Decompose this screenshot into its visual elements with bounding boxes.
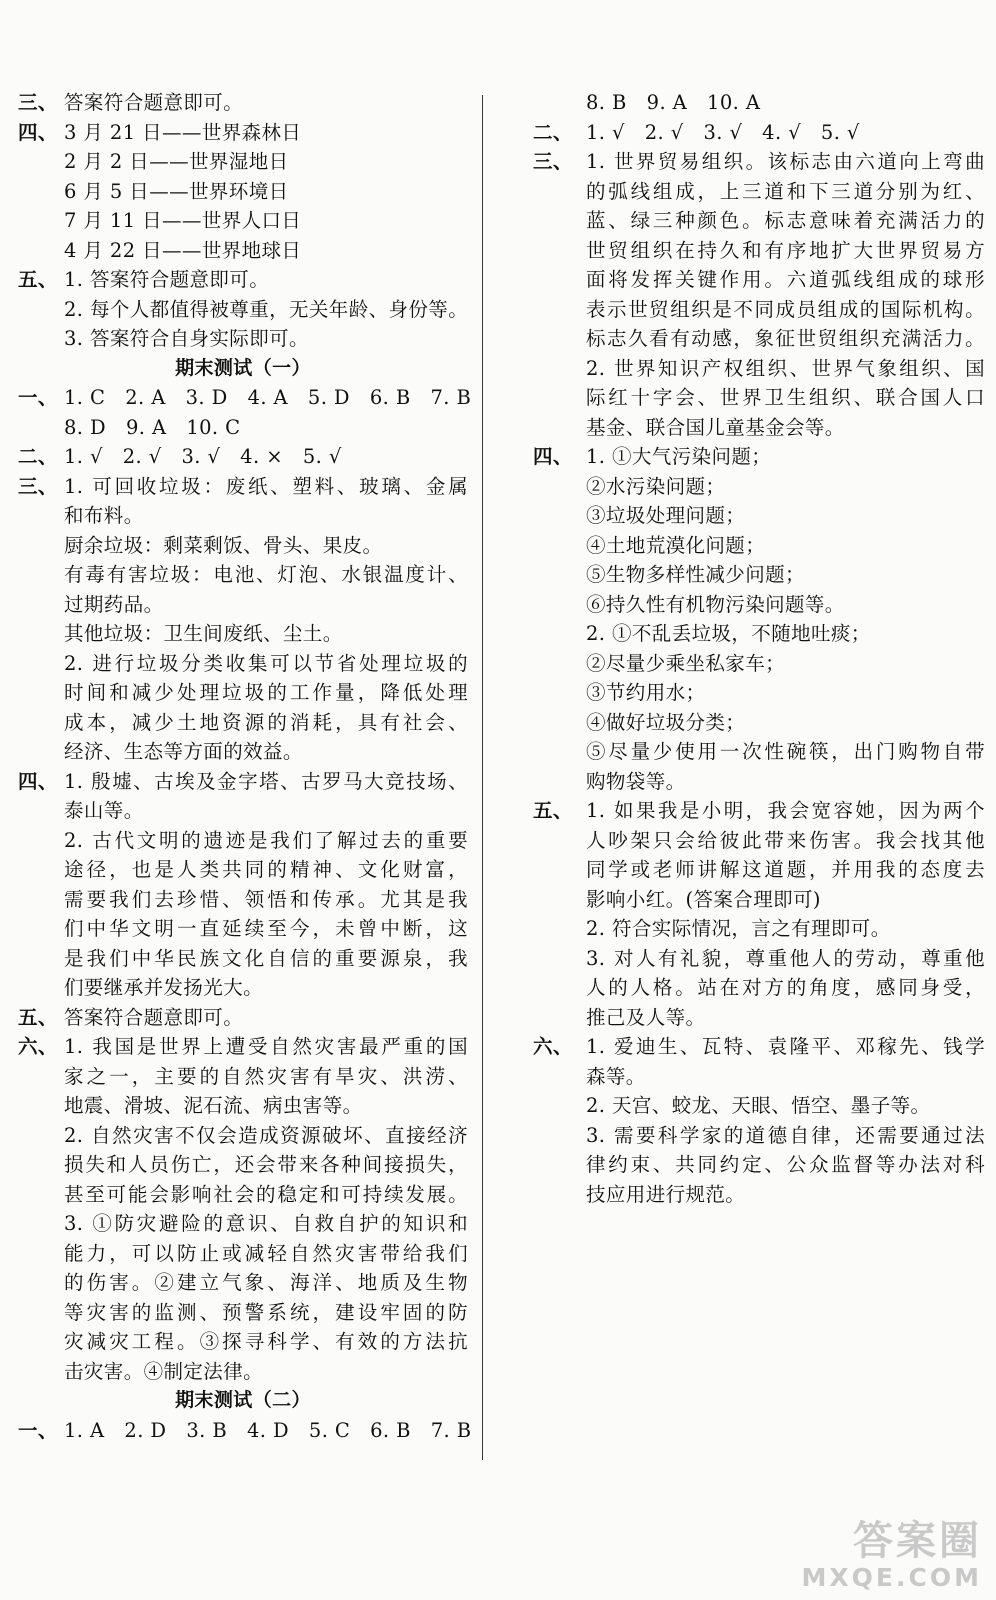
answer-text: 基金、联合国儿童基金会等。 — [586, 415, 845, 439]
question-number: 五、 — [533, 799, 573, 822]
question-number: 一、 — [18, 386, 58, 409]
answer-line — [540, 914, 985, 944]
answer-line — [18, 885, 468, 915]
answer-text: ③节约用水； — [586, 681, 706, 704]
answer-text: 同学或老师讲解这道题，并用我的态度去 — [586, 858, 985, 881]
section-heading: 期末测试（一） — [175, 356, 311, 379]
answer-line — [18, 413, 468, 443]
answer-text: 森等。 — [586, 1064, 646, 1088]
answer-line — [540, 88, 985, 118]
answer-text: 家之一，主要的自然灾害有旱灾、洪涝、 — [64, 1064, 468, 1088]
answer-text: ④土地荒漠化问题； — [586, 533, 766, 557]
answer-line — [18, 531, 468, 561]
answer-line — [18, 796, 468, 826]
question-number: 五、 — [18, 268, 58, 291]
answer-text: 成本，减少土地资源的消耗，具有社会、 — [64, 710, 468, 734]
answer-text: 1. 如果我是小明，我会宽容她，因为两个 — [586, 799, 985, 822]
answer-text: 和布料。 — [64, 504, 144, 527]
answer-text: 1. 我国是世界上遭受自然灾害最严重的国 — [64, 1035, 468, 1058]
answer-line — [533, 147, 985, 177]
answer-text: 厨余垃圾：剩菜剩饭、骨头、果皮。 — [64, 533, 383, 557]
answer-text: 7 月 11 日——世界人口日 — [64, 209, 302, 232]
answer-text: 2. 每个人都值得被尊重，无关年龄、身份等。 — [64, 297, 469, 321]
answer-text: 8. D 9. A 10. C — [64, 415, 241, 439]
answer-line — [18, 619, 468, 649]
answer-line — [18, 472, 468, 502]
answer-line — [18, 1091, 468, 1121]
answer-line — [540, 1062, 985, 1092]
answer-line — [540, 472, 985, 502]
answer-text: 1. C 2. A 3. D 4. A 5. D 6. B 7. B — [64, 386, 472, 409]
answer-line — [18, 737, 468, 767]
answer-line — [540, 737, 985, 767]
answer-line — [18, 442, 468, 472]
answer-line — [540, 413, 985, 443]
answer-line — [540, 678, 985, 708]
answer-line — [540, 1180, 985, 1210]
answer-text: 的弧线组成，上三道和下三道分别为红、 — [586, 179, 985, 203]
answer-line — [540, 1003, 985, 1033]
answer-line — [18, 855, 468, 885]
right-column — [533, 88, 985, 1209]
answer-text: 8. B 9. A 10. A — [586, 91, 761, 114]
answer-line — [18, 118, 468, 148]
answer-line — [18, 560, 468, 590]
answer-line — [18, 383, 472, 413]
answer-line — [18, 1180, 468, 1210]
answer-line — [540, 206, 985, 236]
answer-line — [18, 295, 468, 325]
answer-line — [540, 177, 985, 207]
answer-line — [18, 265, 468, 295]
answer-line — [540, 236, 985, 266]
answer-line — [540, 1121, 985, 1151]
answer-text: ②水污染问题； — [586, 474, 726, 498]
answer-line — [540, 501, 985, 531]
answer-line — [540, 619, 985, 649]
answer-text: 1. 答案符合题意即可。 — [64, 268, 270, 291]
answer-line — [540, 973, 985, 1003]
answer-line — [533, 118, 985, 148]
watermark-logo — [782, 1518, 982, 1592]
question-number: 二、 — [533, 120, 573, 144]
answer-text: 标志久看有动感，象征世贸组织充满活力。 — [586, 327, 985, 350]
answer-line — [533, 442, 985, 472]
question-number: 五、 — [18, 1005, 58, 1029]
answer-line — [540, 1091, 985, 1121]
answer-text: ③垃圾处理问题； — [586, 504, 746, 527]
answer-text: 技应用进行规范。 — [586, 1182, 746, 1206]
answer-text: 是我们中华民族文化自信的重要源泉，我 — [64, 946, 468, 970]
question-number: 三、 — [533, 150, 573, 173]
answer-line — [18, 206, 468, 236]
answer-text: 其他垃圾：卫生间废纸、尘土。 — [64, 622, 343, 645]
watermark-url: MXQE.COM — [801, 1563, 982, 1592]
answer-text: 2. 进行垃圾分类收集可以节省处理垃圾的 — [64, 651, 468, 675]
answer-text: ②尽量少乘坐私家车； — [586, 651, 786, 675]
answer-line — [18, 236, 468, 266]
answer-text: 们中华文明一直延续至今，未曾中断，这 — [64, 917, 468, 940]
answer-line — [18, 1327, 468, 1357]
answer-text: 1. 殷墟、古埃及金字塔、古罗马大竞技场、 — [64, 769, 468, 793]
answer-line — [540, 324, 985, 354]
answer-line — [18, 973, 468, 1003]
answer-line — [18, 590, 468, 620]
answer-line — [18, 1239, 468, 1269]
answer-line — [18, 649, 468, 679]
answer-text: 面将发挥关键作用。六道弧线组成的球形 — [586, 268, 985, 291]
question-number: 二、 — [18, 445, 58, 468]
answer-text: 1. 世界贸易组织。该标志由六道向上弯曲 — [586, 150, 985, 173]
question-number: 六、 — [18, 1035, 58, 1058]
answer-line — [18, 708, 468, 738]
answer-line — [540, 560, 985, 590]
column-divider — [482, 95, 483, 1460]
answer-text: 经济、生态等方面的效益。 — [64, 740, 303, 763]
answer-text: 答案符合题意即可。 — [64, 91, 244, 114]
answer-line — [540, 383, 985, 413]
answer-text: 2. 古代文明的遗迹是我们了解过去的重要 — [64, 828, 468, 852]
answer-line — [540, 708, 985, 738]
answer-text: 2 月 2 日——世界湿地日 — [64, 150, 289, 173]
answer-text: 3. 对人有礼貌，尊重他人的劳动，尊重他 — [586, 946, 985, 970]
answer-text: 际红十字会、世界卫生组织、联合国人口 — [586, 386, 985, 409]
answer-line — [540, 855, 985, 885]
answer-text: ④做好垃圾分类； — [586, 710, 746, 734]
answer-text: 答案符合题意即可。 — [64, 1005, 244, 1029]
watermark-title: 答案圈 — [853, 1518, 982, 1564]
answer-text: 蓝、绿三种颜色。标志意味着充满活力的 — [586, 209, 985, 232]
answer-text: 6 月 5 日——世界环境日 — [64, 179, 289, 203]
answer-line — [540, 265, 985, 295]
answer-line — [18, 324, 468, 354]
answer-text: 人吵架只会给彼此带来伤害。我会找其他 — [586, 828, 985, 852]
question-number: 一、 — [18, 1418, 58, 1442]
answer-line — [540, 885, 985, 915]
answer-line — [18, 1298, 468, 1328]
answer-text: 2. 自然灾害不仅会造成资源破坏、直接经济 — [64, 1123, 468, 1147]
answer-text: 时间和减少处理垃圾的工作量，降低处理 — [64, 681, 468, 704]
answer-text: 3. 答案符合自身实际即可。 — [64, 327, 309, 350]
question-number: 三、 — [18, 474, 58, 498]
answer-text: 击灾害。④制定法律。 — [64, 1359, 264, 1383]
answer-line — [540, 531, 985, 561]
answer-text: 2. ①不乱丢垃圾，不随地吐痰； — [586, 622, 871, 645]
answer-text: 2. 符合实际情况，言之有理即可。 — [586, 917, 891, 940]
answer-line — [18, 1357, 468, 1387]
answer-text: 泰山等。 — [64, 799, 144, 822]
answer-text: 1. A 2. D 3. B 4. D 5. C 6. B 7. B — [64, 1418, 472, 1442]
answer-text: 推己及人等。 — [586, 1005, 706, 1029]
answer-line — [18, 678, 468, 708]
answer-text: 甚至可能会影响社会的稳定和可持续发展。 — [64, 1182, 468, 1206]
answer-text: 购物袋等。 — [586, 769, 686, 793]
answer-line — [18, 1121, 468, 1151]
answer-text: 地震、滑坡、泥石流、病虫害等。 — [64, 1094, 363, 1117]
answer-line — [540, 944, 985, 974]
answer-text: 损失和人员伤亡，还会带来各种间接损失， — [64, 1153, 468, 1176]
answer-line — [540, 649, 985, 679]
answer-text: 灾减灾工程。③探寻科学、有效的方法抗 — [64, 1330, 468, 1353]
answer-line — [18, 177, 468, 207]
answer-text: 1. 可回收垃圾：废纸、塑料、玻璃、金属 — [64, 474, 468, 498]
answer-text: 4 月 22 日——世界地球日 — [64, 238, 302, 262]
answer-line — [18, 1032, 468, 1062]
answer-line — [540, 1150, 985, 1180]
answer-text: 途径，也是人类共同的精神、文化财富， — [64, 858, 468, 881]
answer-text: 有毒有害垃圾：电池、灯泡、水银温度计、 — [64, 563, 468, 586]
answer-line — [18, 1268, 468, 1298]
answer-line — [540, 354, 985, 384]
answer-line — [18, 1416, 472, 1446]
answer-line — [18, 826, 468, 856]
answer-text: 们要继承并发扬光大。 — [64, 976, 264, 999]
answer-text: 3. 需要科学家的道德自律，还需要通过法 — [586, 1123, 985, 1147]
answer-text: 1. √ 2. √ 3. √ 4. × 5. √ — [64, 445, 342, 468]
answer-text: ⑤生物多样性减少问题； — [586, 563, 805, 586]
question-number: 四、 — [18, 120, 58, 144]
answer-text: ⑤尽量少使用一次性碗筷，出门购物自带 — [586, 740, 985, 763]
answer-line — [533, 796, 985, 826]
answer-text: 人的人格。站在对方的角度，感同身受， — [586, 976, 985, 999]
answer-text: 2. 天宫、蛟龙、天眼、悟空、墨子等。 — [586, 1094, 931, 1117]
answer-text: 律约束、共同约定、公众监督等办法对科 — [586, 1153, 985, 1176]
answer-line — [540, 826, 985, 856]
answer-text: 影响小红。(答案合理即可) — [586, 887, 821, 911]
answer-line — [18, 767, 468, 797]
answer-text: 表示世贸组织是不同成员组成的国际机构。 — [586, 297, 985, 321]
answer-text: 3. ①防灾避险的意识、自救自护的知识和 — [64, 1212, 468, 1235]
answer-line — [540, 590, 985, 620]
left-column — [18, 88, 472, 1445]
answer-line — [18, 501, 468, 531]
answer-text: 1. ①大气污染问题； — [586, 445, 772, 468]
answer-line — [540, 295, 985, 325]
answer-text: 2. 世界知识产权组织、世界气象组织、国 — [586, 356, 985, 380]
section-heading: 期末测试（二） — [175, 1389, 311, 1411]
answer-line — [18, 1003, 468, 1033]
answer-line — [18, 944, 468, 974]
answer-text: 1. √ 2. √ 3. √ 4. √ 5. √ — [586, 120, 860, 144]
answer-line — [18, 914, 468, 944]
answer-text: 的伤害。②建立气象、海洋、地质及生物 — [64, 1271, 468, 1294]
answer-text: 需要我们去珍惜、领悟和传承。尤其是我 — [64, 887, 468, 911]
answer-line — [540, 767, 985, 797]
answer-line — [18, 1062, 468, 1092]
question-number: 三、 — [18, 91, 58, 114]
answer-line — [533, 1032, 985, 1062]
answer-text: 1. 爱迪生、瓦特、袁隆平、邓稼先、钱学 — [586, 1035, 985, 1058]
answer-line — [18, 147, 468, 177]
answer-text: 世贸组织在持久和有序地扩大世界贸易方 — [586, 238, 985, 262]
answer-text: ⑥持久性有机物污染问题等。 — [586, 592, 845, 616]
answer-line — [18, 1150, 468, 1180]
question-number: 四、 — [18, 769, 58, 793]
question-number: 六、 — [533, 1035, 573, 1058]
answer-text: 3 月 21 日——世界森林日 — [64, 120, 302, 144]
answer-text: 过期药品。 — [64, 592, 164, 616]
answer-text: 能力，可以防止或减轻自然灾害带给我们 — [64, 1241, 468, 1265]
answer-line — [18, 88, 468, 118]
answer-line — [18, 1209, 468, 1239]
question-number: 四、 — [533, 445, 573, 468]
answer-text: 等灾害的监测、预警系统，建设牢固的防 — [64, 1300, 468, 1324]
